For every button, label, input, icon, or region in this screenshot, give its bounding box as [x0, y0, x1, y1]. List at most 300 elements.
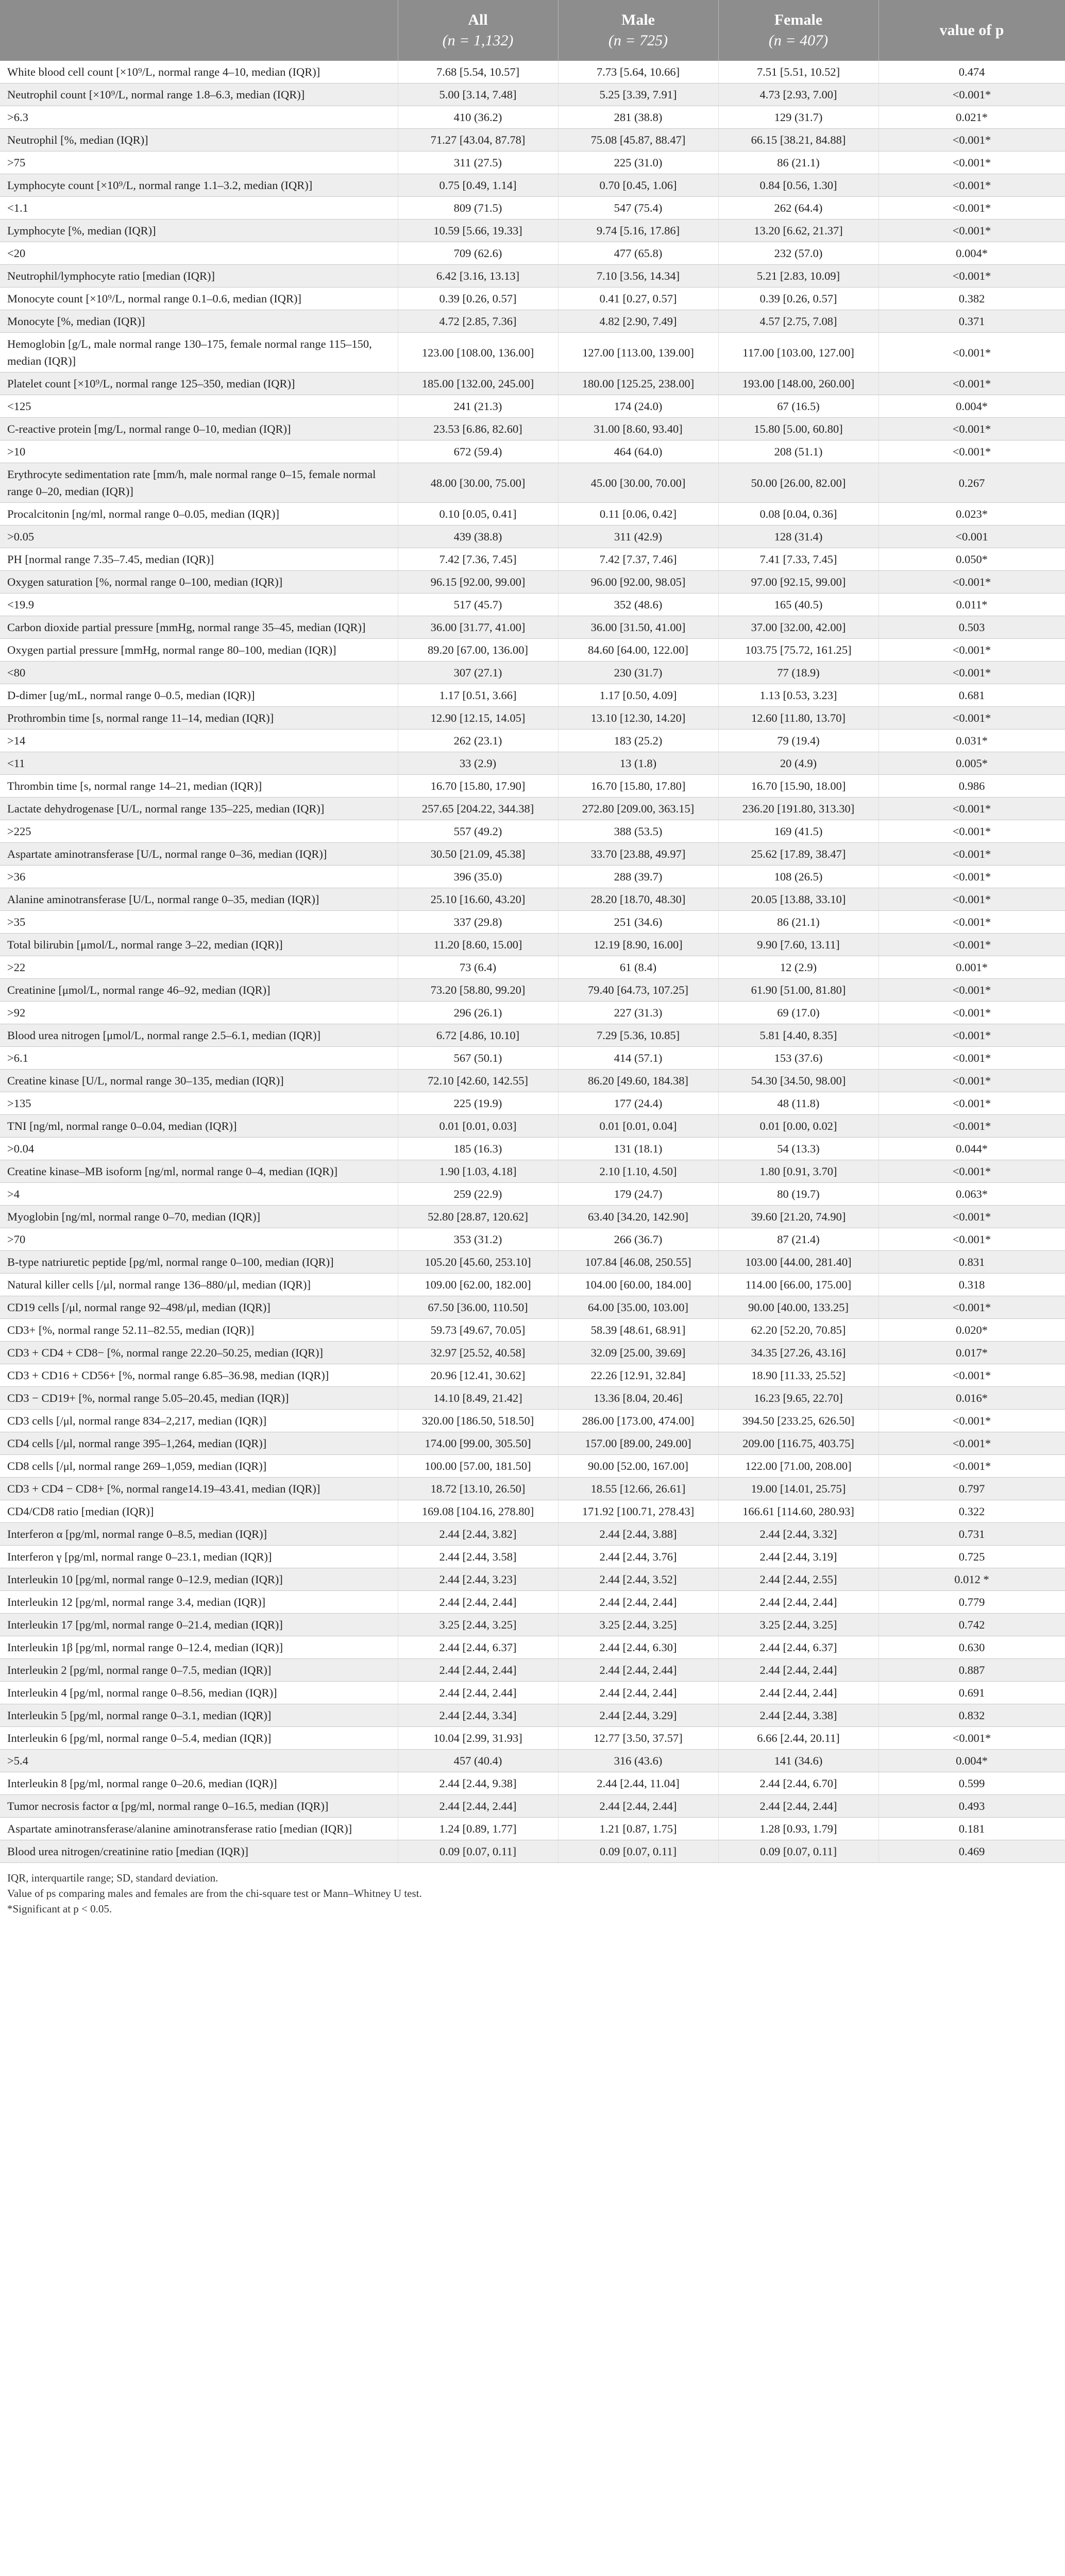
variable-cell: Interleukin 5 [pg/ml, normal range 0–3.1, median (IQR)] — [0, 1704, 398, 1727]
female-value-cell: 165 (40.5) — [718, 594, 878, 616]
variable-cell: Neutrophil [%, median (IQR)] — [0, 129, 398, 151]
variable-cell: Lymphocyte [%, median (IQR)] — [0, 219, 398, 242]
all-value-cell: 296 (26.1) — [398, 1002, 558, 1024]
header-male-label: Male — [621, 11, 655, 28]
p-value-cell: <0.001* — [878, 662, 1065, 684]
table-row — [0, 866, 1065, 888]
table-row — [0, 1636, 1065, 1659]
p-value-cell: <0.001* — [878, 1410, 1065, 1432]
male-value-cell: 2.44 [2.44, 2.44] — [558, 1795, 718, 1818]
female-value-cell: 114.00 [66.00, 175.00] — [718, 1274, 878, 1296]
table-row — [0, 1092, 1065, 1115]
female-value-cell: 90.00 [40.00, 133.25] — [718, 1296, 878, 1319]
variable-cell: Carbon dioxide partial pressure [mmHg, normal range 35–45, median (IQR)] — [0, 616, 398, 639]
male-value-cell: 16.70 [15.80, 17.80] — [558, 775, 718, 798]
male-value-cell: 2.44 [2.44, 11.04] — [558, 1772, 718, 1795]
female-value-cell: 7.41 [7.33, 7.45] — [718, 548, 878, 571]
variable-cell: Creatinine [μmol/L, normal range 46–92, median (IQR)] — [0, 979, 398, 1002]
variable-cell: Erythrocyte sedimentation rate [mm/h, male normal range 0–15, female normal range 0–20, median (IQR)] — [0, 463, 398, 503]
table-row — [0, 1115, 1065, 1138]
header-female — [718, 0, 878, 61]
variable-cell: >0.05 — [0, 526, 398, 548]
male-value-cell: 96.00 [92.00, 98.05] — [558, 571, 718, 594]
p-value-cell: <0.001* — [878, 1206, 1065, 1228]
variable-cell: Aspartate aminotransferase/alanine aminotransferase ratio [median (IQR)] — [0, 1818, 398, 1840]
table-row — [0, 707, 1065, 730]
p-value-cell: 0.779 — [878, 1591, 1065, 1614]
variable-cell: Monocyte count [×10⁹/L, normal range 0.1–0.6, median (IQR)] — [0, 287, 398, 310]
all-value-cell: 241 (21.3) — [398, 395, 558, 418]
table-row — [0, 1228, 1065, 1251]
female-value-cell: 153 (37.6) — [718, 1047, 878, 1070]
variable-cell: Lymphocyte count [×10⁹/L, normal range 1.1–3.2, median (IQR)] — [0, 174, 398, 197]
table-row — [0, 1568, 1065, 1591]
variable-cell: Interferon α [pg/ml, normal range 0–8.5, median (IQR)] — [0, 1523, 398, 1546]
table-row — [0, 418, 1065, 440]
p-value-cell: <0.001* — [878, 372, 1065, 395]
table-row — [0, 151, 1065, 174]
female-value-cell: 54.30 [34.50, 98.00] — [718, 1070, 878, 1092]
header-male-n: (n = 725) — [608, 32, 668, 49]
variable-cell: <19.9 — [0, 594, 398, 616]
table-row — [0, 1478, 1065, 1500]
all-value-cell: 11.20 [8.60, 15.00] — [398, 934, 558, 956]
all-value-cell: 71.27 [43.04, 87.78] — [398, 129, 558, 151]
female-value-cell: 20.05 [13.88, 33.10] — [718, 888, 878, 911]
variable-cell: CD3+ [%, normal range 52.11–82.55, median (IQR)] — [0, 1319, 398, 1342]
male-value-cell: 316 (43.6) — [558, 1750, 718, 1772]
variable-cell: CD3 + CD4 − CD8+ [%, normal range14.19–43.41, median (IQR)] — [0, 1478, 398, 1500]
table-row — [0, 1704, 1065, 1727]
table-row — [0, 1070, 1065, 1092]
p-value-cell: 0.004* — [878, 242, 1065, 265]
all-value-cell: 123.00 [108.00, 136.00] — [398, 333, 558, 372]
variable-cell: >36 — [0, 866, 398, 888]
p-value-cell: 0.001* — [878, 956, 1065, 979]
all-value-cell: 1.24 [0.89, 1.77] — [398, 1818, 558, 1840]
all-value-cell: 25.10 [16.60, 43.20] — [398, 888, 558, 911]
p-value-cell: 0.599 — [878, 1772, 1065, 1795]
table-row — [0, 1183, 1065, 1206]
p-value-cell: 0.031* — [878, 730, 1065, 752]
table-row — [0, 1795, 1065, 1818]
table-row — [0, 1410, 1065, 1432]
all-value-cell: 320.00 [186.50, 518.50] — [398, 1410, 558, 1432]
p-value-cell: <0.001* — [878, 174, 1065, 197]
male-value-cell: 0.01 [0.01, 0.04] — [558, 1115, 718, 1138]
male-value-cell: 7.29 [5.36, 10.85] — [558, 1024, 718, 1047]
male-value-cell: 2.44 [2.44, 6.30] — [558, 1636, 718, 1659]
all-value-cell: 439 (38.8) — [398, 526, 558, 548]
variable-cell: >92 — [0, 1002, 398, 1024]
male-value-cell: 13.36 [8.04, 20.46] — [558, 1387, 718, 1410]
female-value-cell: 108 (26.5) — [718, 866, 878, 888]
female-value-cell: 7.51 [5.51, 10.52] — [718, 61, 878, 83]
male-value-cell: 131 (18.1) — [558, 1138, 718, 1160]
header-male — [558, 0, 718, 61]
all-value-cell: 174.00 [99.00, 305.50] — [398, 1432, 558, 1455]
variable-cell: >0.04 — [0, 1138, 398, 1160]
p-value-cell: <0.001* — [878, 1047, 1065, 1070]
variable-cell: Myoglobin [ng/ml, normal range 0–70, median (IQR)] — [0, 1206, 398, 1228]
p-value-cell: 0.020* — [878, 1319, 1065, 1342]
all-value-cell: 185 (16.3) — [398, 1138, 558, 1160]
female-value-cell: 69 (17.0) — [718, 1002, 878, 1024]
female-value-cell: 62.20 [52.20, 70.85] — [718, 1319, 878, 1342]
male-value-cell: 272.80 [209.00, 363.15] — [558, 798, 718, 820]
table-row — [0, 1274, 1065, 1296]
all-value-cell: 0.09 [0.07, 0.11] — [398, 1840, 558, 1863]
all-value-cell: 557 (49.2) — [398, 820, 558, 843]
female-value-cell: 37.00 [32.00, 42.00] — [718, 616, 878, 639]
variable-cell: <20 — [0, 242, 398, 265]
all-value-cell: 2.44 [2.44, 3.82] — [398, 1523, 558, 1546]
all-value-cell: 0.10 [0.05, 0.41] — [398, 503, 558, 526]
variable-cell: Hemoglobin [g/L, male normal range 130–175, female normal range 115–150, median (IQR)] — [0, 333, 398, 372]
table-row — [0, 594, 1065, 616]
male-value-cell: 2.44 [2.44, 3.76] — [558, 1546, 718, 1568]
female-value-cell: 12.60 [11.80, 13.70] — [718, 707, 878, 730]
all-value-cell: 100.00 [57.00, 181.50] — [398, 1455, 558, 1478]
p-value-cell: 0.023* — [878, 503, 1065, 526]
male-value-cell: 75.08 [45.87, 88.47] — [558, 129, 718, 151]
male-value-cell: 4.82 [2.90, 7.49] — [558, 310, 718, 333]
variable-cell: Blood urea nitrogen [μmol/L, normal range 2.5–6.1, median (IQR)] — [0, 1024, 398, 1047]
female-value-cell: 208 (51.1) — [718, 440, 878, 463]
p-value-cell: <0.001* — [878, 798, 1065, 820]
table-row — [0, 775, 1065, 798]
table-row — [0, 1614, 1065, 1636]
male-value-cell: 477 (65.8) — [558, 242, 718, 265]
female-value-cell: 67 (16.5) — [718, 395, 878, 418]
p-value-cell: 0.831 — [878, 1251, 1065, 1274]
female-value-cell: 262 (64.4) — [718, 197, 878, 219]
female-value-cell: 2.44 [2.44, 3.32] — [718, 1523, 878, 1546]
female-value-cell: 2.44 [2.44, 3.19] — [718, 1546, 878, 1568]
table-row — [0, 129, 1065, 151]
variable-cell: C-reactive protein [mg/L, normal range 0–10, median (IQR)] — [0, 418, 398, 440]
table-row — [0, 287, 1065, 310]
female-value-cell: 50.00 [26.00, 82.00] — [718, 463, 878, 503]
p-value-cell: 0.012 * — [878, 1568, 1065, 1591]
all-value-cell: 396 (35.0) — [398, 866, 558, 888]
female-value-cell: 2.44 [2.44, 2.44] — [718, 1682, 878, 1704]
male-value-cell: 7.10 [3.56, 14.34] — [558, 265, 718, 287]
p-value-cell: 0.731 — [878, 1523, 1065, 1546]
all-value-cell: 225 (19.9) — [398, 1092, 558, 1115]
header-all-label: All — [468, 11, 488, 28]
table-row — [0, 1342, 1065, 1364]
all-value-cell: 185.00 [132.00, 245.00] — [398, 372, 558, 395]
p-value-cell: 0.004* — [878, 395, 1065, 418]
variable-cell: Creatine kinase–MB isoform [ng/ml, normal range 0–4, median (IQR)] — [0, 1160, 398, 1183]
all-value-cell: 2.44 [2.44, 3.58] — [398, 1546, 558, 1568]
variable-cell: TNI [ng/ml, normal range 0–0.04, median (IQR)] — [0, 1115, 398, 1138]
p-value-cell: 0.725 — [878, 1546, 1065, 1568]
male-value-cell: 36.00 [31.50, 41.00] — [558, 616, 718, 639]
header-female-n: (n = 407) — [768, 32, 829, 49]
all-value-cell: 809 (71.5) — [398, 197, 558, 219]
male-value-cell: 251 (34.6) — [558, 911, 718, 934]
p-value-cell: 0.742 — [878, 1614, 1065, 1636]
female-value-cell: 18.90 [11.33, 25.52] — [718, 1364, 878, 1387]
p-value-cell: <0.001* — [878, 1727, 1065, 1750]
all-value-cell: 2.44 [2.44, 2.44] — [398, 1659, 558, 1682]
all-value-cell: 0.01 [0.01, 0.03] — [398, 1115, 558, 1138]
p-value-cell: <0.001* — [878, 83, 1065, 106]
male-value-cell: 547 (75.4) — [558, 197, 718, 219]
p-value-cell: <0.001* — [878, 1002, 1065, 1024]
variable-cell: CD3 − CD19+ [%, normal range 5.05–20.45, median (IQR)] — [0, 1387, 398, 1410]
all-value-cell: 96.15 [92.00, 99.00] — [398, 571, 558, 594]
male-value-cell: 230 (31.7) — [558, 662, 718, 684]
male-value-cell: 58.39 [48.61, 68.91] — [558, 1319, 718, 1342]
table-row — [0, 911, 1065, 934]
male-value-cell: 33.70 [23.88, 49.97] — [558, 843, 718, 866]
variable-cell: Interleukin 2 [pg/ml, normal range 0–7.5, median (IQR)] — [0, 1659, 398, 1682]
p-value-cell: 0.887 — [878, 1659, 1065, 1682]
female-value-cell: 54 (13.3) — [718, 1138, 878, 1160]
female-value-cell: 5.21 [2.83, 10.09] — [718, 265, 878, 287]
female-value-cell: 209.00 [116.75, 403.75] — [718, 1432, 878, 1455]
table-row — [0, 639, 1065, 662]
all-value-cell: 567 (50.1) — [398, 1047, 558, 1070]
table-row — [0, 242, 1065, 265]
table-row — [0, 440, 1065, 463]
p-value-cell: <0.001* — [878, 911, 1065, 934]
male-value-cell: 2.44 [2.44, 3.88] — [558, 1523, 718, 1546]
variable-cell: Prothrombin time [s, normal range 11–14, median (IQR)] — [0, 707, 398, 730]
female-value-cell: 0.08 [0.04, 0.36] — [718, 503, 878, 526]
table-row — [0, 1659, 1065, 1682]
female-value-cell: 129 (31.7) — [718, 106, 878, 129]
all-value-cell: 257.65 [204.22, 344.38] — [398, 798, 558, 820]
female-value-cell: 166.61 [114.60, 280.93] — [718, 1500, 878, 1523]
p-value-cell: <0.001* — [878, 639, 1065, 662]
variable-cell: >75 — [0, 151, 398, 174]
female-value-cell: 2.44 [2.44, 3.38] — [718, 1704, 878, 1727]
p-value-cell: 0.832 — [878, 1704, 1065, 1727]
male-value-cell: 13 (1.8) — [558, 752, 718, 775]
variable-cell: Total bilirubin [μmol/L, normal range 3–22, median (IQR)] — [0, 934, 398, 956]
table-row — [0, 61, 1065, 83]
all-value-cell: 72.10 [42.60, 142.55] — [398, 1070, 558, 1092]
table-row — [0, 1138, 1065, 1160]
male-value-cell: 79.40 [64.73, 107.25] — [558, 979, 718, 1002]
table-row — [0, 1364, 1065, 1387]
variable-cell: Alanine aminotransferase [U/L, normal range 0–35, median (IQR)] — [0, 888, 398, 911]
all-value-cell: 7.42 [7.36, 7.45] — [398, 548, 558, 571]
all-value-cell: 672 (59.4) — [398, 440, 558, 463]
variable-cell: Interleukin 1β [pg/ml, normal range 0–12.4, median (IQR)] — [0, 1636, 398, 1659]
p-value-cell: 0.986 — [878, 775, 1065, 798]
variable-cell: CD4/CD8 ratio [median (IQR)] — [0, 1500, 398, 1523]
male-value-cell: 12.19 [8.90, 16.00] — [558, 934, 718, 956]
header-variable — [0, 0, 398, 61]
male-value-cell: 5.25 [3.39, 7.91] — [558, 83, 718, 106]
female-value-cell: 2.44 [2.44, 6.70] — [718, 1772, 878, 1795]
male-value-cell: 84.60 [64.00, 122.00] — [558, 639, 718, 662]
male-value-cell: 9.74 [5.16, 17.86] — [558, 219, 718, 242]
table-row — [0, 310, 1065, 333]
table-row — [0, 333, 1065, 372]
table-row — [0, 888, 1065, 911]
all-value-cell: 4.72 [2.85, 7.36] — [398, 310, 558, 333]
male-value-cell: 61 (8.4) — [558, 956, 718, 979]
female-value-cell: 16.23 [9.65, 22.70] — [718, 1387, 878, 1410]
table-row — [0, 1772, 1065, 1795]
male-value-cell: 104.00 [60.00, 184.00] — [558, 1274, 718, 1296]
all-value-cell: 3.25 [2.44, 3.25] — [398, 1614, 558, 1636]
p-value-cell: <0.001* — [878, 333, 1065, 372]
table-row — [0, 1296, 1065, 1319]
all-value-cell: 7.68 [5.54, 10.57] — [398, 61, 558, 83]
all-value-cell: 410 (36.2) — [398, 106, 558, 129]
p-value-cell: <0.001* — [878, 1115, 1065, 1138]
variable-cell: <1.1 — [0, 197, 398, 219]
variable-cell: CD3 + CD16 + CD56+ [%, normal range 6.85–36.98, median (IQR)] — [0, 1364, 398, 1387]
variable-cell: >6.1 — [0, 1047, 398, 1070]
male-value-cell: 352 (48.6) — [558, 594, 718, 616]
female-value-cell: 9.90 [7.60, 13.11] — [718, 934, 878, 956]
male-value-cell: 180.00 [125.25, 238.00] — [558, 372, 718, 395]
variable-cell: Interleukin 10 [pg/ml, normal range 0–12.9, median (IQR)] — [0, 1568, 398, 1591]
p-value-cell: 0.318 — [878, 1274, 1065, 1296]
all-value-cell: 36.00 [31.77, 41.00] — [398, 616, 558, 639]
male-value-cell: 2.10 [1.10, 4.50] — [558, 1160, 718, 1183]
female-value-cell: 0.84 [0.56, 1.30] — [718, 174, 878, 197]
variable-cell: >5.4 — [0, 1750, 398, 1772]
p-value-cell: <0.001* — [878, 820, 1065, 843]
female-value-cell: 34.35 [27.26, 43.16] — [718, 1342, 878, 1364]
variable-cell: Monocyte [%, median (IQR)] — [0, 310, 398, 333]
all-value-cell: 10.04 [2.99, 31.93] — [398, 1727, 558, 1750]
female-value-cell: 77 (18.9) — [718, 662, 878, 684]
table-row — [0, 820, 1065, 843]
all-value-cell: 0.75 [0.49, 1.14] — [398, 174, 558, 197]
male-value-cell: 174 (24.0) — [558, 395, 718, 418]
male-value-cell: 2.44 [2.44, 2.44] — [558, 1682, 718, 1704]
table-row — [0, 843, 1065, 866]
table-row — [0, 463, 1065, 503]
all-value-cell: 1.90 [1.03, 4.18] — [398, 1160, 558, 1183]
female-value-cell: 6.66 [2.44, 20.11] — [718, 1727, 878, 1750]
female-value-cell: 39.60 [21.20, 74.90] — [718, 1206, 878, 1228]
all-value-cell: 52.80 [28.87, 120.62] — [398, 1206, 558, 1228]
all-value-cell: 337 (29.8) — [398, 911, 558, 934]
p-value-cell: 0.016* — [878, 1387, 1065, 1410]
male-value-cell: 1.17 [0.50, 4.09] — [558, 684, 718, 707]
p-value-cell: <0.001* — [878, 219, 1065, 242]
all-value-cell: 16.70 [15.80, 17.90] — [398, 775, 558, 798]
variable-cell: Oxygen saturation [%, normal range 0–100, median (IQR)] — [0, 571, 398, 594]
female-value-cell: 79 (19.4) — [718, 730, 878, 752]
all-value-cell: 10.59 [5.66, 19.33] — [398, 219, 558, 242]
all-value-cell: 89.20 [67.00, 136.00] — [398, 639, 558, 662]
variable-cell: >22 — [0, 956, 398, 979]
variable-cell: Interferon γ [pg/ml, normal range 0–23.1, median (IQR)] — [0, 1546, 398, 1568]
p-value-cell: <0.001 — [878, 526, 1065, 548]
table-row — [0, 1432, 1065, 1455]
p-value-cell: 0.181 — [878, 1818, 1065, 1840]
table-row — [0, 730, 1065, 752]
female-value-cell: 2.44 [2.44, 2.44] — [718, 1795, 878, 1818]
male-value-cell: 286.00 [173.00, 474.00] — [558, 1410, 718, 1432]
p-value-cell: 0.322 — [878, 1500, 1065, 1523]
male-value-cell: 2.44 [2.44, 2.44] — [558, 1659, 718, 1682]
table-row — [0, 1251, 1065, 1274]
male-value-cell: 388 (53.5) — [558, 820, 718, 843]
female-value-cell: 1.28 [0.93, 1.79] — [718, 1818, 878, 1840]
male-value-cell: 2.44 [2.44, 3.52] — [558, 1568, 718, 1591]
p-value-cell: <0.001* — [878, 1024, 1065, 1047]
female-value-cell: 2.44 [2.44, 2.44] — [718, 1591, 878, 1614]
female-value-cell: 2.44 [2.44, 2.55] — [718, 1568, 878, 1591]
male-value-cell: 157.00 [89.00, 249.00] — [558, 1432, 718, 1455]
all-value-cell: 259 (22.9) — [398, 1183, 558, 1206]
all-value-cell: 5.00 [3.14, 7.48] — [398, 83, 558, 106]
female-value-cell: 394.50 [233.25, 626.50] — [718, 1410, 878, 1432]
female-value-cell: 103.00 [44.00, 281.40] — [718, 1251, 878, 1274]
variable-cell: CD4 cells [/μl, normal range 395–1,264, median (IQR)] — [0, 1432, 398, 1455]
female-value-cell: 1.13 [0.53, 3.23] — [718, 684, 878, 707]
p-value-cell: 0.063* — [878, 1183, 1065, 1206]
female-value-cell: 12 (2.9) — [718, 956, 878, 979]
table-row — [0, 526, 1065, 548]
all-value-cell: 105.20 [45.60, 253.10] — [398, 1251, 558, 1274]
p-value-cell: <0.001* — [878, 265, 1065, 287]
header-row — [0, 0, 1065, 61]
p-value-cell: 0.630 — [878, 1636, 1065, 1659]
female-value-cell: 0.39 [0.26, 0.57] — [718, 287, 878, 310]
table-row — [0, 1818, 1065, 1840]
table-row — [0, 1206, 1065, 1228]
table-row — [0, 571, 1065, 594]
male-value-cell: 414 (57.1) — [558, 1047, 718, 1070]
female-value-cell: 5.81 [4.40, 8.35] — [718, 1024, 878, 1047]
table-row — [0, 1591, 1065, 1614]
p-value-cell: <0.001* — [878, 707, 1065, 730]
variable-cell: <11 — [0, 752, 398, 775]
table-row — [0, 265, 1065, 287]
all-value-cell: 59.73 [49.67, 70.05] — [398, 1319, 558, 1342]
p-value-cell: 0.474 — [878, 61, 1065, 83]
male-value-cell: 0.11 [0.06, 0.42] — [558, 503, 718, 526]
all-value-cell: 2.44 [2.44, 2.44] — [398, 1795, 558, 1818]
table-row — [0, 1455, 1065, 1478]
female-value-cell: 122.00 [71.00, 208.00] — [718, 1455, 878, 1478]
all-value-cell: 2.44 [2.44, 2.44] — [398, 1591, 558, 1614]
female-value-cell: 103.75 [75.72, 161.25] — [718, 639, 878, 662]
male-value-cell: 0.09 [0.07, 0.11] — [558, 1840, 718, 1863]
female-value-cell: 4.73 [2.93, 7.00] — [718, 83, 878, 106]
table-row — [0, 752, 1065, 775]
variable-cell: CD3 cells [/μl, normal range 834–2,217, median (IQR)] — [0, 1410, 398, 1432]
variable-cell: Interleukin 17 [pg/ml, normal range 0–21.4, median (IQR)] — [0, 1614, 398, 1636]
variable-cell: Procalcitonin [ng/ml, normal range 0–0.05, median (IQR)] — [0, 503, 398, 526]
p-value-cell: <0.001* — [878, 197, 1065, 219]
p-value-cell: <0.001* — [878, 1160, 1065, 1183]
all-value-cell: 2.44 [2.44, 2.44] — [398, 1682, 558, 1704]
all-value-cell: 73.20 [58.80, 99.20] — [398, 979, 558, 1002]
all-value-cell: 2.44 [2.44, 6.37] — [398, 1636, 558, 1659]
male-value-cell: 28.20 [18.70, 48.30] — [558, 888, 718, 911]
p-value-cell: 0.021* — [878, 106, 1065, 129]
variable-cell: Tumor necrosis factor α [pg/ml, normal range 0–16.5, median (IQR)] — [0, 1795, 398, 1818]
male-value-cell: 0.70 [0.45, 1.06] — [558, 174, 718, 197]
p-value-cell: <0.001* — [878, 418, 1065, 440]
male-value-cell: 227 (31.3) — [558, 1002, 718, 1024]
